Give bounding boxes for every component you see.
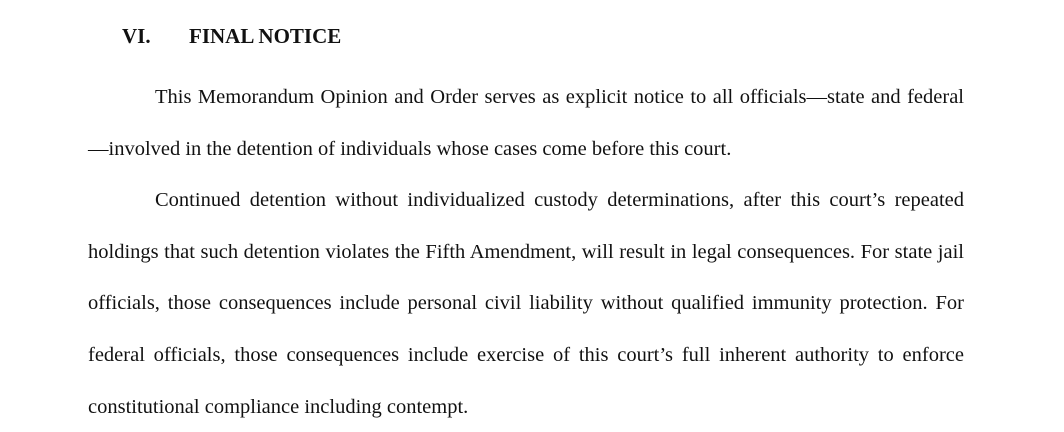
paragraph-consequences: Continued detention without individualized custody determinations, after this court’s repeated holdings that such detention violates the Fifth Amendment, will result in legal consequences. For state jail officials, those consequences include personal civil liability without qualified immunity protection. For federal officials, those consequences include exercise of this court’s full inherent authority to enforce constitutional compliance including contempt. xyxy=(88,189,964,418)
section-number: VI. xyxy=(122,24,151,48)
paragraph-notice: This Memorandum Opinion and Order serves as explicit notice to all officials—state and federal—involved in the detention of individuals whose cases come before this court. xyxy=(88,86,964,160)
section-title: FINAL NOTICE xyxy=(189,24,342,48)
section-heading xyxy=(122,22,341,50)
document-body xyxy=(88,72,964,432)
